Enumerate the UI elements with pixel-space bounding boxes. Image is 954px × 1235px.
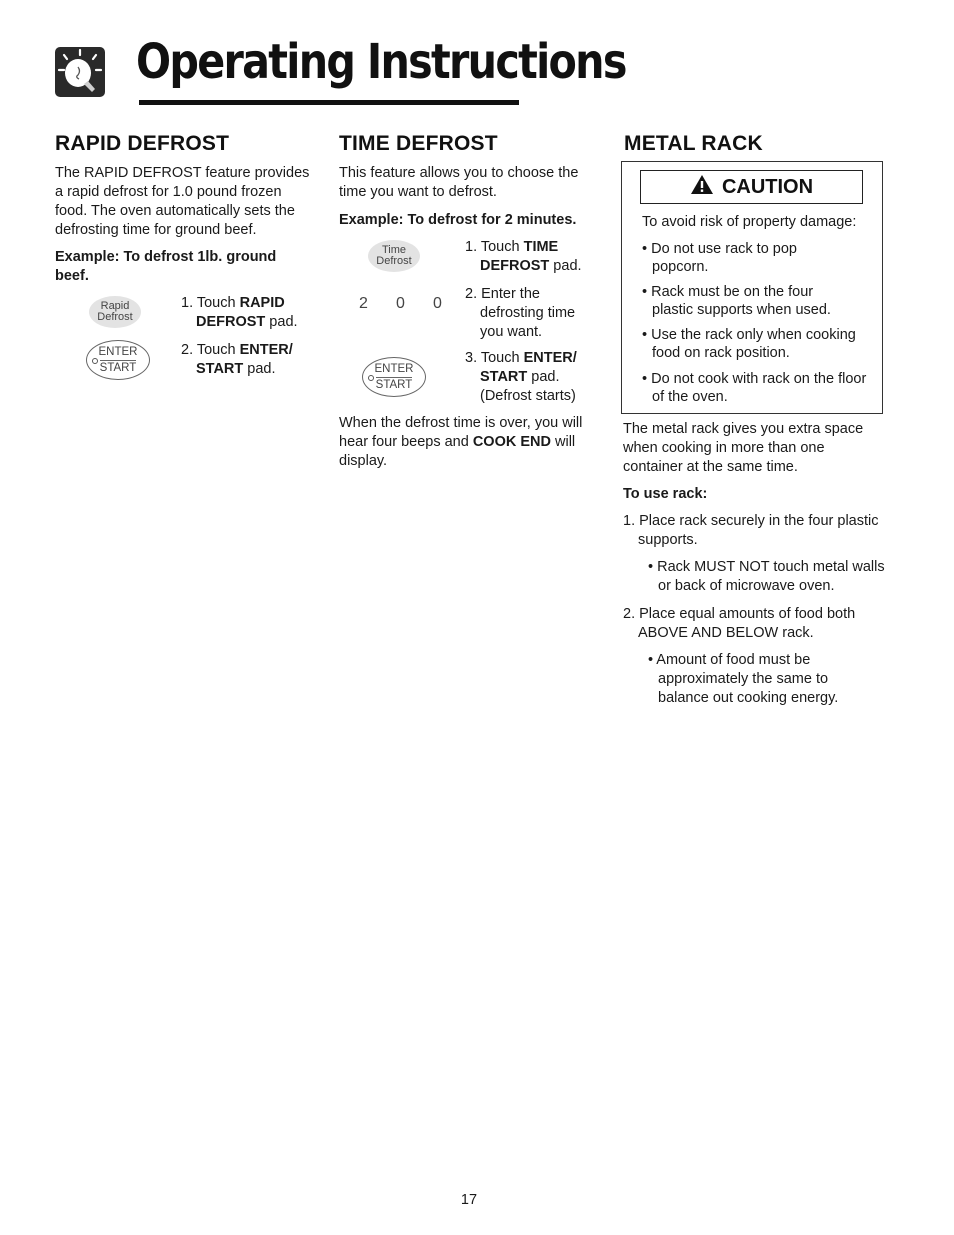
pad-label: ENTER — [98, 345, 138, 358]
step-keyword: DEFROST — [480, 258, 550, 274]
step-keyword: START — [480, 369, 528, 385]
caution-bullet: • Rack must be on the four plastic supports when used. — [642, 284, 831, 318]
step-text: (Defrost starts) — [480, 388, 576, 404]
warning-triangle-icon — [690, 174, 714, 200]
outro-text: will display. — [339, 434, 576, 469]
step-text: 1. Touch — [181, 295, 240, 311]
step-text: pad. — [527, 369, 560, 385]
rapid-defrost-example-line1: Example: To defrost 1lb. ground — [55, 249, 277, 265]
metal-rack-heading: METAL RACK — [624, 132, 763, 155]
pad-label: Rapid — [100, 300, 130, 312]
caution-label: CAUTION — [721, 175, 814, 198]
step-keyword: TIME — [523, 239, 559, 255]
digit-key[interactable]: 2 — [359, 295, 368, 312]
rack-step-1: 1. Place rack securely in the four plastic supports. — [623, 513, 879, 548]
caution-box — [621, 161, 883, 414]
enter-start-pad[interactable] — [362, 357, 426, 397]
digit-key[interactable]: 0 — [433, 295, 442, 312]
rapid-defrost-example — [55, 248, 313, 286]
rapid-defrost-heading: RAPID DEFROST — [55, 132, 230, 155]
time-digits — [359, 295, 470, 313]
step-text: pad. — [243, 361, 276, 377]
step-text: pad. — [265, 314, 298, 330]
step-keyword: ENTER/ — [523, 350, 577, 366]
page-title: Operating Instructions — [136, 34, 626, 90]
step-keyword: RAPID — [239, 295, 285, 311]
rack-step-2-bullet: • Amount of food must be approximately the same to balance out cooking energy. — [648, 652, 839, 706]
step-text: 1. Touch — [465, 239, 524, 255]
step-text: 3. Touch — [465, 350, 524, 366]
time-defrost-step-2 — [465, 285, 595, 342]
time-defrost-section — [339, 132, 599, 156]
rack-step-1-bullet: • Rack MUST NOT touch metal walls or back of microwave oven. — [648, 559, 885, 594]
pad-separator — [100, 360, 136, 361]
pad-label: Time — [381, 244, 407, 256]
rapid-defrost-section — [55, 132, 315, 156]
time-defrost-heading: TIME DEFROST — [339, 132, 498, 155]
step-keyword: ENTER/ — [239, 342, 293, 358]
pad-label: Defrost — [97, 311, 133, 323]
caution-banner — [640, 170, 863, 204]
metal-rack-section — [624, 132, 884, 156]
step-text: you want. — [480, 324, 543, 340]
time-defrost-step-3 — [465, 349, 595, 406]
enter-start-pad[interactable] — [86, 340, 150, 380]
pad-label: Defrost — [376, 255, 412, 267]
lightbulb-icon — [54, 46, 106, 98]
pad-separator — [376, 377, 412, 378]
metal-rack-description: The metal rack gives you extra space when cooking in more than one container at the same time. — [623, 421, 864, 475]
rapid-defrost-step-2 — [181, 341, 316, 379]
pad-dot-icon — [92, 358, 98, 364]
rapid-defrost-step-1 — [181, 294, 316, 332]
title-underline — [139, 100, 519, 105]
step-text: pad. — [549, 258, 582, 274]
time-defrost-pad[interactable] — [368, 240, 420, 272]
time-defrost-intro: This feature allows you to choose the time you want to defrost. — [339, 165, 579, 200]
caution-bullet: • Use the rack only when cooking food on rack position. — [642, 327, 856, 361]
caution-bullet: • Do not cook with rack on the floor of the oven. — [642, 371, 867, 405]
pad-label: START — [375, 378, 413, 391]
page-number: 17 — [460, 1192, 478, 1208]
time-defrost-example: Example: To defrost for 2 minutes. — [339, 212, 577, 228]
time-defrost-step-1 — [465, 238, 595, 276]
pad-dot-icon — [368, 375, 374, 381]
to-use-rack-heading: To use rack: — [623, 486, 708, 502]
rack-step-2: 2. Place equal amounts of food both ABOVE AND BELOW rack. — [623, 606, 856, 641]
time-defrost-outro — [339, 414, 594, 471]
step-text: defrosting time — [480, 305, 576, 321]
step-keyword: DEFROST — [196, 314, 266, 330]
outro-keyword: COOK END — [472, 434, 551, 450]
step-text: 2. Enter the — [465, 286, 540, 302]
caution-intro: To avoid risk of property damage: — [642, 214, 857, 230]
digit-key[interactable]: 0 — [396, 295, 405, 312]
pad-label: START — [99, 361, 137, 374]
outro-text: When the defrost time is over, you will hear four beeps and — [339, 415, 583, 450]
step-text: 2. Touch — [181, 342, 240, 358]
caution-bullet: • Do not use rack to pop popcorn. — [642, 241, 797, 275]
rapid-defrost-example-line2: beef. — [55, 268, 89, 284]
rapid-defrost-pad[interactable] — [89, 296, 141, 328]
rapid-defrost-intro: The RAPID DEFROST feature provides a rapid defrost for 1.0 pound frozen food. The oven automatically sets the defrosting time for ground beef. — [55, 165, 310, 238]
step-keyword: START — [196, 361, 244, 377]
pad-label: ENTER — [374, 362, 414, 375]
